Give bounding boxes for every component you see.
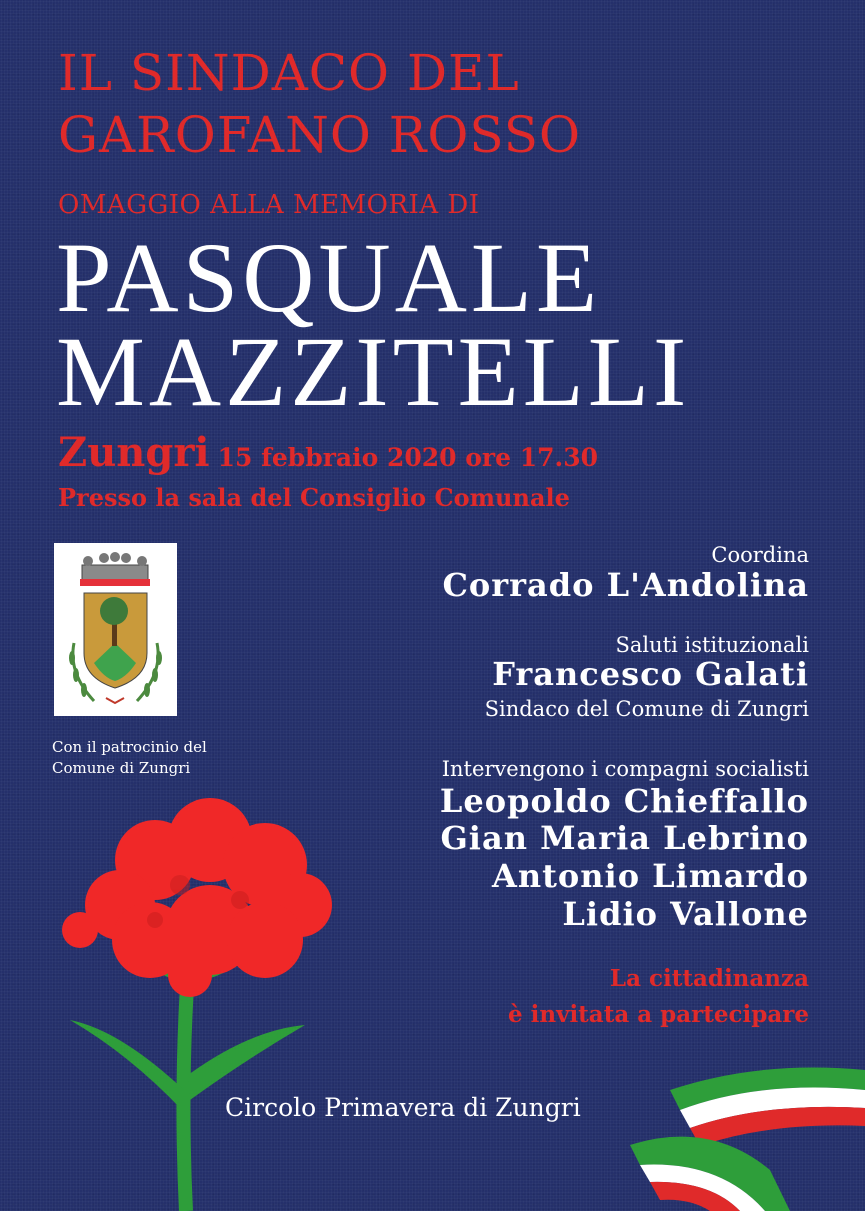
sponsor-note	[52, 737, 207, 779]
speaker-name: Gian Maria Lebrino	[440, 819, 809, 857]
event-venue: Presso la sala del Consiglio Comunale	[58, 483, 570, 512]
honoree-name-line-2: MAZZITELLI	[56, 316, 691, 427]
speakers-label: Intervengono i compagni socialisti	[441, 757, 809, 781]
speaker-name: Antonio Limardo	[492, 857, 809, 895]
red-carnation-icon	[60, 790, 360, 1211]
coordinator-name: Corrado L'Andolina	[442, 566, 809, 604]
sponsor-line-1: Con il patrocinio del	[52, 738, 207, 756]
organizer: Circolo Primavera di Zungri	[225, 1093, 581, 1122]
event-town: Zungri	[58, 429, 210, 476]
subtitle: OMAGGIO ALLA MEMORIA DI	[58, 190, 480, 220]
greetings-name: Francesco Galati	[492, 655, 809, 693]
greetings-role: Sindaco del Comune di Zungri	[484, 697, 809, 721]
municipal-crest-icon	[54, 543, 177, 716]
honoree-name-line-1: PASQUALE	[56, 222, 602, 333]
title-line-2: GAROFANO ROSSO	[58, 106, 582, 164]
greetings-label: Saluti istituzionali	[615, 633, 809, 657]
invite-line-2: è invitata a partecipare	[507, 1001, 809, 1028]
speaker-name: Leopoldo Chieffallo	[439, 782, 809, 820]
speaker-name: Lidio Vallone	[562, 895, 809, 933]
event-date-time: 15 febbraio 2020 ore 17.30	[217, 443, 598, 472]
title-line-1: IL SINDACO DEL	[58, 44, 520, 102]
coordinator-label: Coordina	[711, 543, 809, 567]
invite-line-1: La cittadinanza	[609, 965, 809, 992]
sponsor-line-2: Comune di Zungri	[52, 759, 191, 777]
italian-tricolor-ribbon-icon	[560, 1050, 865, 1211]
event-date-line	[58, 429, 598, 476]
